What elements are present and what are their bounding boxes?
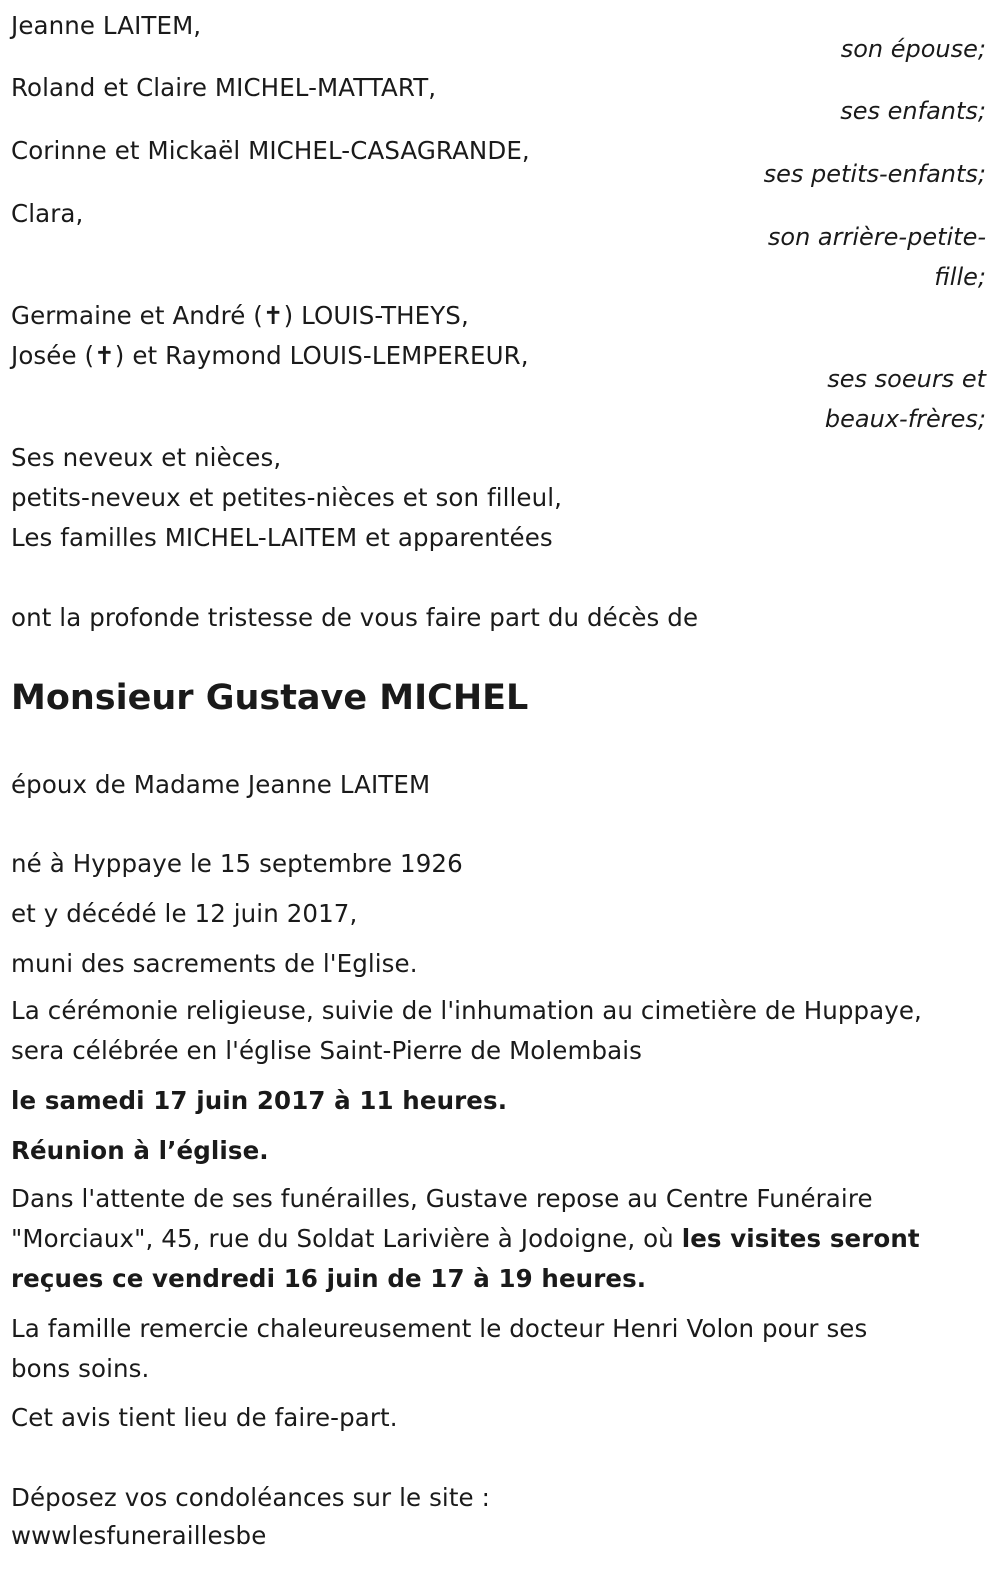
spouse-of: époux de Madame Jeanne LAITEM <box>11 770 431 799</box>
deceased-name: Monsieur Gustave MICHEL <box>11 678 529 718</box>
others-line3: Les familles MICHEL-LAITEM et apparentées <box>11 523 553 552</box>
rest-line2-text: "Morciaux", 45, rue du Soldat Larivière à Jodoigne, où <box>11 1224 682 1253</box>
spouse-name: Jeanne LAITEM, <box>11 11 202 40</box>
death-info: et y décédé le 12 juin 2017, <box>11 899 358 928</box>
great-grandchild-role-line1: son arrière-petite- <box>767 223 986 251</box>
condolences-site-link[interactable] <box>11 1516 266 1556</box>
great-grandchild-role-line2: fille; <box>934 263 986 291</box>
thanks-line1: La famille remercie chaleureusement le docteur Henri Volon pour ses <box>11 1314 868 1343</box>
others-line1: Ses neveux et nièces, <box>11 443 282 472</box>
condolences-site-text[interactable]: wwwlesfuneraillesbe <box>11 1521 267 1550</box>
spouse-role: son épouse; <box>840 35 986 63</box>
thanks-line2: bons soins. <box>11 1354 150 1383</box>
ceremony-date: le samedi 17 juin 2017 à 11 heures. <box>11 1086 508 1115</box>
ceremony-line2: sera célébrée en l'église Saint-Pierre de Molembais <box>11 1036 642 1065</box>
obituary-notice <box>11 0 986 1575</box>
visits-info-end: reçues ce vendredi 16 juin de 17 à 19 heures. <box>11 1264 647 1293</box>
grandchildren-name: Corinne et Mickaël MICHEL-CASAGRANDE, <box>11 136 530 165</box>
sacraments: muni des sacrements de l'Eglise. <box>11 949 418 978</box>
meeting-info: Réunion à l’église. <box>11 1136 269 1165</box>
siblings-role-line2: beaux-frères; <box>824 405 986 433</box>
notice-text: Cet avis tient lieu de faire-part. <box>11 1403 398 1432</box>
children-role: ses enfants; <box>840 97 986 125</box>
visits-info-start: les visites seront <box>681 1224 920 1253</box>
intro-text: ont la profonde tristesse de vous faire part du décès de <box>11 603 699 632</box>
rest-line2 <box>11 1219 920 1259</box>
ceremony-line1: La cérémonie religieuse, suivie de l'inhumation au cimetière de Huppaye, <box>11 996 922 1025</box>
others-line2: petits-neveux et petites-nièces et son filleul, <box>11 483 563 512</box>
siblings-line2: Josée (✝) et Raymond LOUIS-LEMPEREUR, <box>11 341 529 370</box>
condolences-label: Déposez vos condoléances sur le site : <box>11 1483 490 1512</box>
children-name: Roland et Claire MICHEL-MATTART, <box>11 73 437 102</box>
siblings-line1: Germaine et André (✝) LOUIS-THEYS, <box>11 301 469 330</box>
great-grandchild-name: Clara, <box>11 199 84 228</box>
grandchildren-role: ses petits-enfants; <box>763 160 986 188</box>
siblings-role-line1: ses soeurs et <box>827 365 986 393</box>
rest-line1: Dans l'attente de ses funérailles, Gustave repose au Centre Funéraire <box>11 1184 873 1213</box>
birth-info: né à Hyppaye le 15 septembre 1926 <box>11 849 463 878</box>
